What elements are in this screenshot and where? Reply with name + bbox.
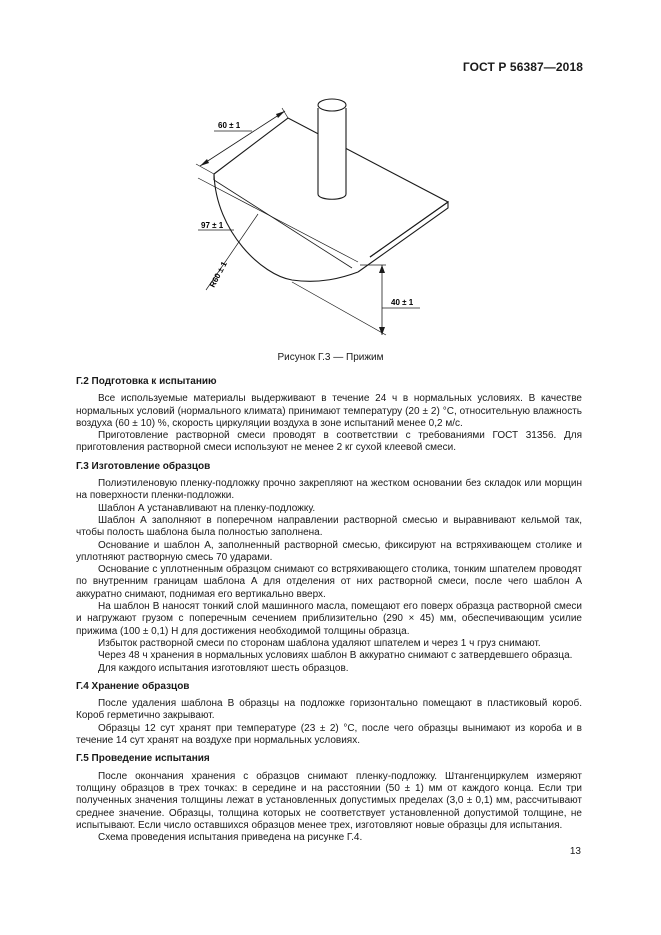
paragraph: Избыток растворной смеси по сторонам шаблона удаляют шпателем и через 1 ч груз снимают. <box>98 637 541 649</box>
paragraph: Шаблон А заполняют в поперечном направлении растворной смесью и выравнивают кельмой так, чтобы полость шаблона была полностью заполнена. <box>76 514 582 539</box>
paragraph: Основание и шаблон А, заполненный растворной смесью, фиксируют на встряхивающем столике и уплотняют растворную смесь 70 ударами. <box>76 539 582 563</box>
dim-radius-label: R60 ± 1 <box>207 260 229 289</box>
figure-caption: Рисунок Г.3 — Прижим <box>277 352 384 363</box>
document-body <box>76 376 582 850</box>
clamp-handle <box>318 108 346 199</box>
paragraph: Образцы 12 сут хранят при температуре (23 ± 2) °С, после чего образцы вынимают из короба и в течение 14 сут хранят на воздухе при нормальных условиях. <box>76 722 582 747</box>
dim-length-label: 97 ± 1 <box>201 221 224 230</box>
section-heading: Г.3 Изготовление образцов <box>76 460 211 472</box>
section-heading: Г.4 Хранение образцов <box>76 680 190 692</box>
paragraph: Основание с уплотненным образцом снимают со встряхивающего столика, тонким шпателем проводят по внутренним границам шаблона А для отделения от них растворной смеси, после чего шаблон А аккуратно снимают, поднимая его вертикально вверх. <box>76 564 582 600</box>
paragraph: На шаблон В наносят тонкий слой машинного масла, помещают его поверх образца растворной смеси и нагружают грузом с поперечным сечением приблизительно (290 × 45) мм, обеспечивающим усилие прижима (100 ± 0,1) Н для достижения необходимой толщины образца. <box>76 601 582 637</box>
page-number: 13 <box>569 846 581 857</box>
dim-width-label: 60 ± 1 <box>218 121 241 130</box>
paragraph: Все используемые материалы выдерживают в течение 24 ч в нормальных условиях. В качестве нормальных условий (нормального климата) принимают температуру (20 ± 2) °С, относительную влажность воздуха (60 ± 10) %, скорость циркуляции воздуха в зоне испытаний менее 0,2 м/с. <box>76 393 582 429</box>
paragraph: Полиэтиленовую пленку-подложку прочно закрепляют на жестком основании без складок или морщин на поверхности пленки-подложки. <box>76 478 582 502</box>
section-heading: Г.5 Проведение испытания <box>76 753 210 765</box>
paragraph: Через 48 ч хранения в нормальных условиях шаблон В аккуратно снимают с затвердевшего образца. <box>98 650 573 662</box>
section-g4 <box>76 681 582 747</box>
dim-height-label: 40 ± 1 <box>391 298 414 307</box>
document-code: ГОСТ Р 56387—2018 <box>462 60 583 74</box>
clamp-handle-top <box>318 99 346 111</box>
paragraph: Для каждого испытания изготовляют шесть образцов. <box>98 662 349 674</box>
section-g3 <box>76 461 582 675</box>
paragraph: Шаблон А устанавливают на пленку-подложку. <box>98 502 316 514</box>
section-heading: Г.2 Подготовка к испытанию <box>76 376 217 387</box>
clamp-figure <box>150 88 450 348</box>
paragraph: После окончания хранения с образцов снимают пленку-подложку. Штангенциркулем измеряют толщину образцов в трех точках: в середине и на расстоянии (50 ± 1) мм от каждого конца. Если три полученных значения толщины лежат в установленных допустимых пределах (3,0 ± 0,1) мм, рассчитывают среднее значение. Образцы, толщина которых не соответствует установленной допустимой толщине, не испытывают. Если число оставшихся образцов менее трех, изготовляют новые образцы для испытания. <box>76 770 582 831</box>
section-g2 <box>76 376 582 455</box>
paragraph: После удаления шаблона В образцы на подложке горизонтально помещают в пластиковый короб. Короб герметично закрывают. <box>76 698 582 722</box>
paragraph: Схема проведения испытания приведена на рисунке Г.4. <box>98 832 363 844</box>
section-g5 <box>76 753 582 844</box>
paragraph: Приготовление растворной смеси проводят в соответствии с требованиями ГОСТ 31356. Для приготовления растворной смеси используют не менее 2 кг сухой клеевой смеси. <box>76 430 582 454</box>
